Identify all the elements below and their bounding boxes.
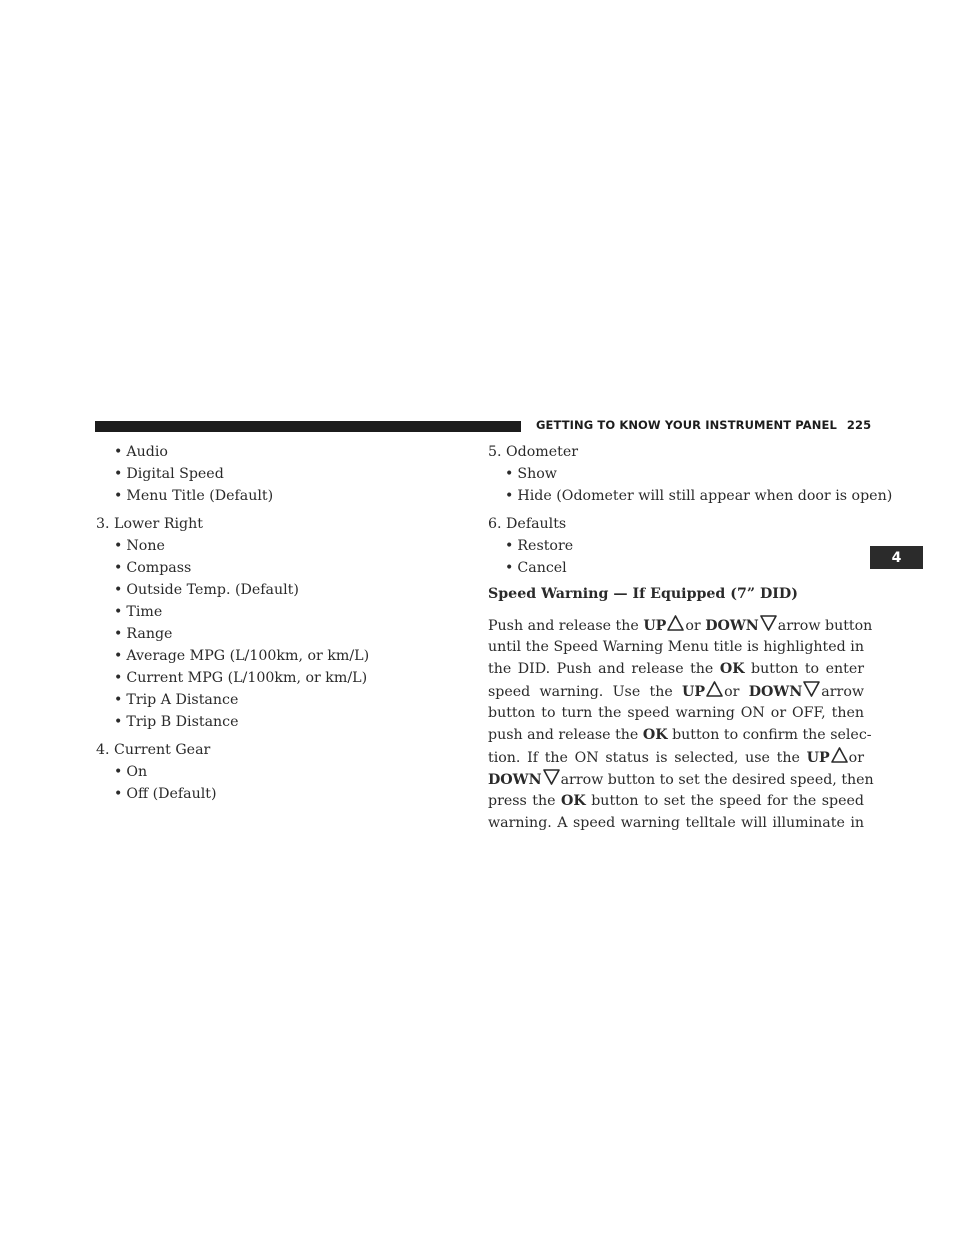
paragraph-line: DOWN arrow button to set the desired speed, then	[488, 768, 864, 790]
header-rule	[95, 421, 521, 432]
list-item: • None	[114, 536, 165, 556]
body-paragraph	[488, 614, 874, 834]
up-arrow-icon	[666, 614, 685, 632]
list-item: • Compass	[114, 558, 191, 578]
list-item: • Trip A Distance	[114, 690, 238, 710]
list-item: • Range	[114, 624, 172, 644]
list-item: • Average MPG (L/100km, or km/L)	[114, 646, 369, 666]
list-item: • Hide (Odometer will still appear when door is open)	[505, 486, 892, 506]
list-item: • Current MPG (L/100km, or km/L)	[114, 668, 367, 688]
down-arrow-icon	[802, 680, 821, 698]
paragraph-line: press the OK button to set the speed for the speed	[488, 793, 864, 809]
list-item: • Cancel	[505, 558, 567, 578]
numbered-item: 3. Lower Right	[96, 516, 203, 532]
list-item: • Time	[114, 602, 162, 622]
paragraph-line: push and release the OK button to confirm the selec-	[488, 727, 872, 743]
chapter-tab: 4	[870, 546, 923, 569]
running-header	[536, 418, 871, 432]
numbered-item: 5. Odometer	[488, 444, 579, 460]
down-arrow-icon	[542, 768, 561, 786]
list-item: • Audio	[114, 442, 168, 462]
list-item: • Trip B Distance	[114, 712, 239, 732]
list-item: • On	[114, 762, 147, 782]
list-item: • Menu Title (Default)	[114, 486, 273, 506]
list-item: • Off (Default)	[114, 784, 217, 804]
paragraph-line: tion. If the ON status is selected, use the UP or	[488, 746, 864, 768]
section-heading: Speed Warning — If Equipped (7” DID)	[488, 586, 798, 602]
down-arrow-icon	[759, 614, 778, 632]
paragraph-line: Push and release the UP or DOWN arrow button	[488, 614, 864, 636]
header-title: GETTING TO KNOW YOUR INSTRUMENT PANEL	[536, 418, 837, 432]
list-item: • Restore	[505, 536, 573, 556]
list-item: • Show	[505, 464, 557, 484]
numbered-item: 6. Defaults	[488, 516, 567, 532]
list-item: • Digital Speed	[114, 464, 224, 484]
up-arrow-icon	[705, 680, 724, 698]
paragraph-line: speed warning. Use the UP or DOWN arrow	[488, 680, 864, 702]
numbered-item: 4. Current Gear	[96, 742, 211, 758]
up-arrow-icon	[830, 746, 849, 764]
paragraph-line: until the Speed Warning Menu title is highlighted in	[488, 639, 864, 655]
paragraph-line: button to turn the speed warning ON or OFF, then	[488, 705, 864, 721]
paragraph-line: the DID. Push and release the OK button to enter	[488, 661, 864, 677]
page-number: 225	[846, 418, 872, 432]
paragraph-line: warning. A speed warning telltale will illuminate in	[488, 815, 864, 831]
list-item: • Outside Temp. (Default)	[114, 580, 299, 600]
